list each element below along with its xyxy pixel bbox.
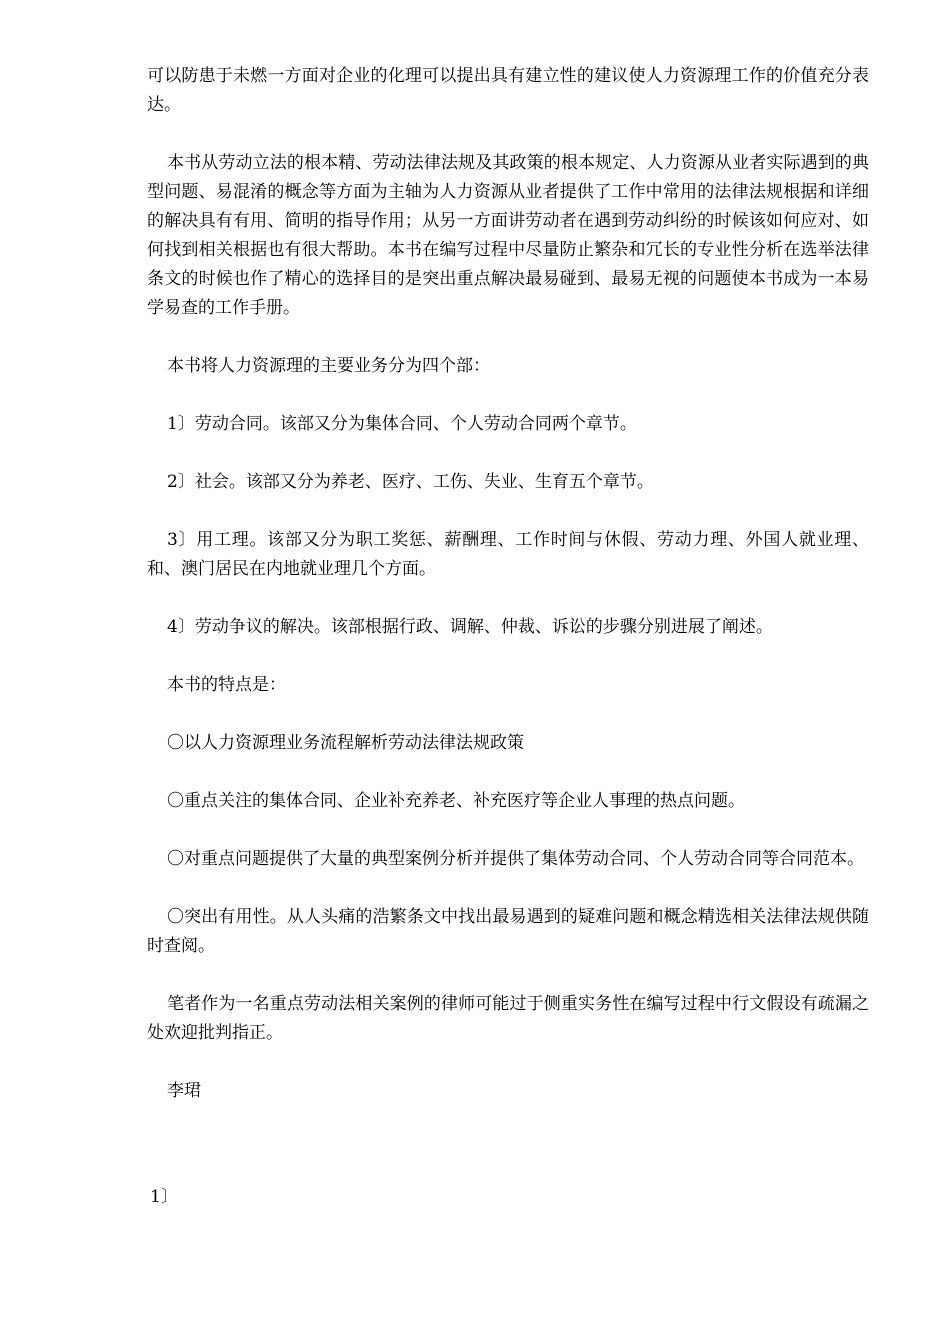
feature-item-hot-topics: 〇重点关注的集体合同、企业补充养老、补充医疗等企业人事理的热点问题。: [167, 791, 745, 811]
paragraph-features-intro: 本书的特点是：: [167, 675, 286, 695]
footer-list-marker: 1〕: [150, 1187, 178, 1207]
paragraph-book-purpose: 本书从劳动立法的根本精、劳动法律法规及其政策的根本规定、人力资源从业者实际遇到的典型问题、易混淆的概念等方面为主轴为人力资源从业者提供了工作中常用的法律法规根据和详细的解决具有有用、简明的指导作用；从另一方面讲劳动者在遇到劳动纠纷的时候该如何应对、如何找到相关根据也有很大帮助。本书在编写过程中尽量防止繁杂和冗长的专业性分析在选举法律条文的时候也作了精心的选择目的是突出重点解决最易碰到、最易无视的问题使本书成为一本易学易查的工作手册。: [147, 153, 869, 318]
feature-item-process: 〇以人力资源理业务流程解析劳动法律法规政策: [167, 733, 524, 753]
list-item-labor-contract: 1〕劳动合同。该部又分为集体合同、个人劳动合同两个章节。: [167, 414, 637, 434]
paragraph-author-note: 笔者作为一名重点劳动法相关案例的律师可能过于侧重实务性在编写过程中行文假设有疏漏之处欢迎批判指正。: [147, 994, 869, 1043]
author-signature: 李珺: [167, 1081, 201, 1101]
feature-item-practicality: 〇突出有用性。从人头痛的浩繁条文中找出最易遇到的疑难问题和概念精选相关法律法规供随时查阅。: [147, 907, 869, 956]
list-item-employment-management: 3〕用工理。该部又分为职工奖惩、薪酬理、工作时间与休假、劳动力理、外国人就业理、和、澳门居民在内地就业理几个方面。: [147, 530, 869, 579]
list-item-social: 2〕社会。该部又分为养老、医疗、工伤、失业、生育五个章节。: [167, 472, 654, 492]
paragraph-structure-intro: 本书将人力资源理的主要业务分为四个部：: [167, 356, 490, 376]
feature-item-case-analysis: 〇对重点问题提供了大量的典型案例分析并提供了集体劳动合同、个人劳动合同等合同范本。: [167, 849, 864, 869]
document-body: [147, 62, 869, 1135]
list-item-dispute-resolution: 4〕劳动争议的解决。该部根据行政、调解、仲裁、诉讼的步骤分别进展了阐述。: [167, 617, 773, 637]
paragraph-intro-continuation: 可以防患于未燃一方面对企业的化理可以提出具有建立性的建议使人力资源理工作的价值充分表达。: [147, 66, 869, 115]
